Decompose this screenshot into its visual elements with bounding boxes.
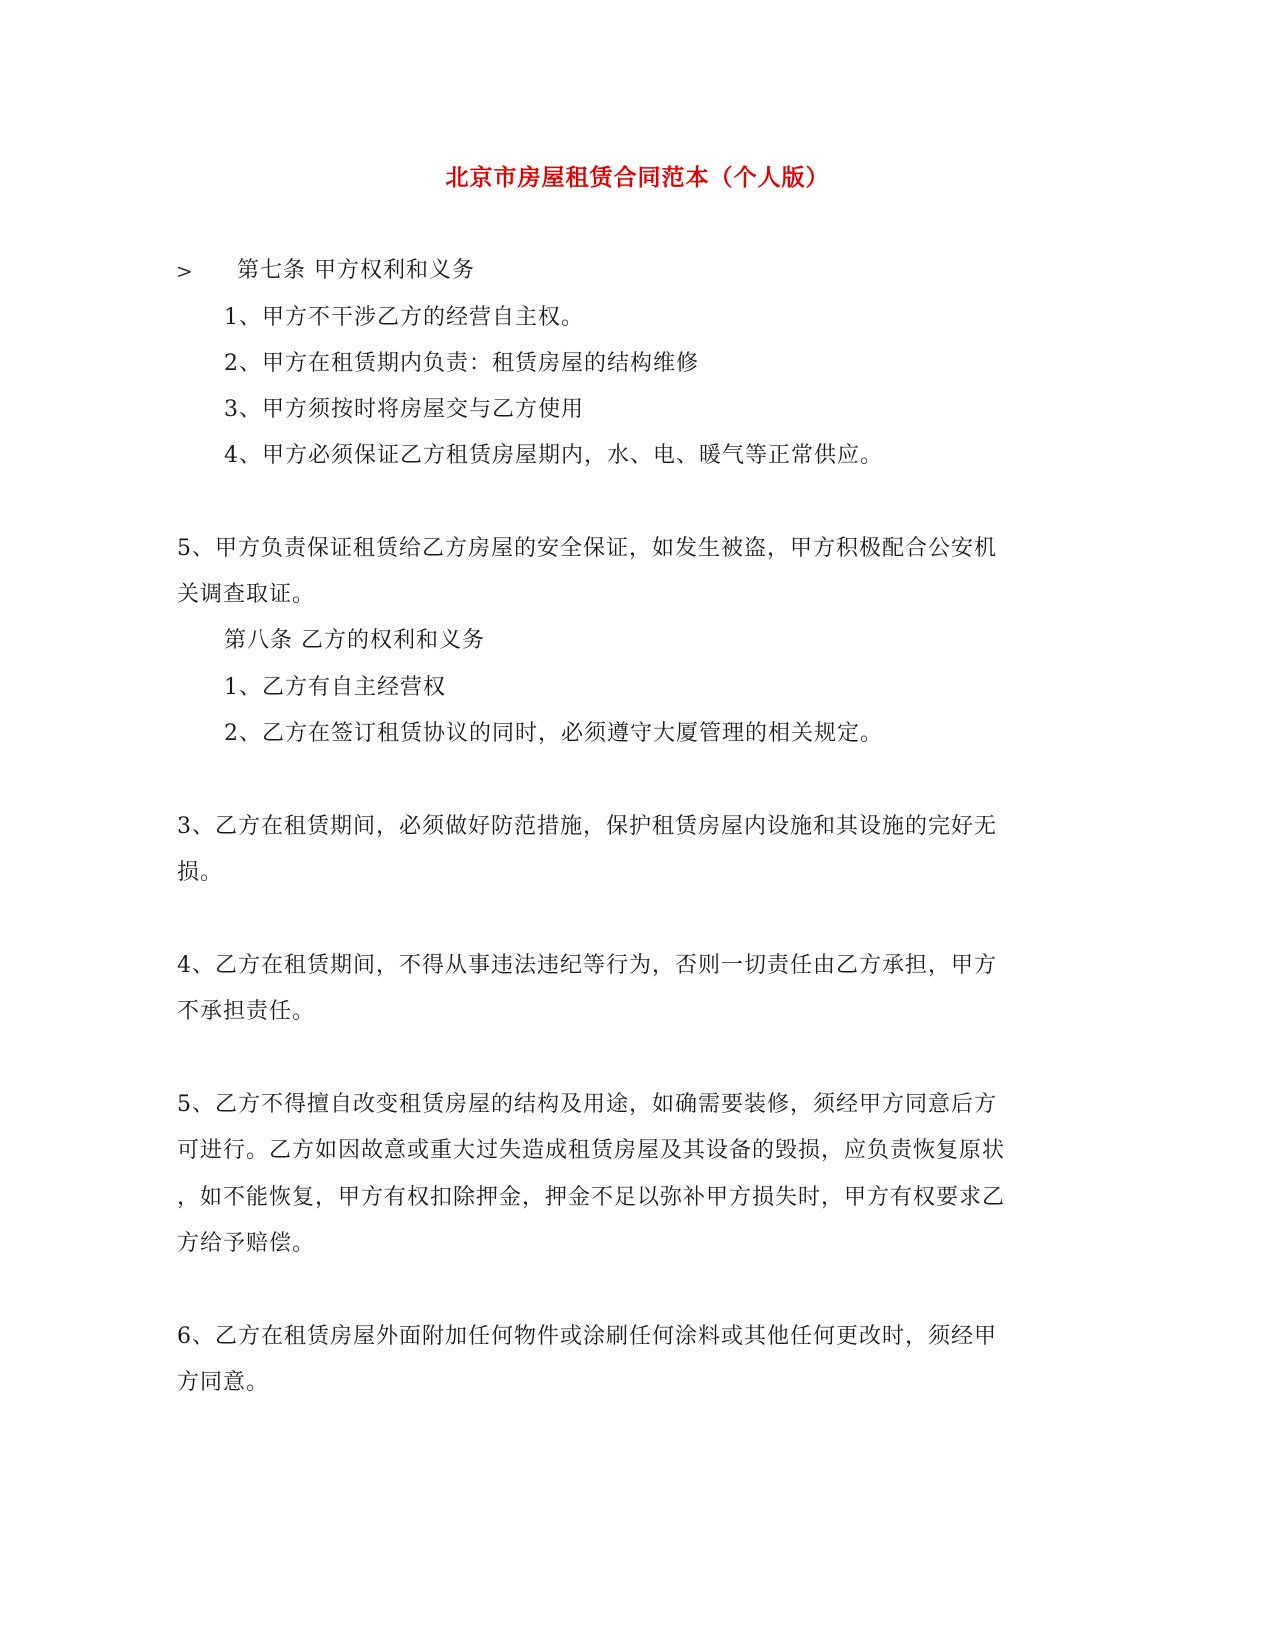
- article-8-item-5-line-2: 可进行。乙方如因故意或重大过失造成租赁房屋及其设备的毁损，应负责恢复原状: [177, 1138, 1006, 1163]
- article-8-item-5-line-3: ，如不能恢复，甲方有权扣除押金，押金不足以弥补甲方损失时，甲方有权要求乙: [177, 1185, 1006, 1210]
- article-8-item-6-line-1: 6、乙方在租赁房屋外面附加任何物件或涂刷任何涂料或其他任何更改时，须经甲: [177, 1324, 997, 1349]
- article-7-item-5-line-2: 关调查取证。: [177, 582, 316, 607]
- article-7-item-3: 3、甲方须按时将房屋交与乙方使用: [224, 397, 584, 422]
- article-8-item-6-line-2: 方同意。: [177, 1370, 270, 1395]
- article-8-item-2: 2、乙方在签订租赁协议的同时，必须遵守大厦管理的相关规定。: [224, 721, 883, 746]
- article-7-item-1: 1、甲方不干涉乙方的经营自主权。: [224, 305, 584, 330]
- article-8-item-3-line-1: 3、乙方在租赁期间，必须做好防范措施，保护租赁房屋内设施和其设施的完好无: [177, 814, 997, 839]
- article-8-item-4-line-1: 4、乙方在租赁期间，不得从事违法违纪等行为，否则一切责任由乙方承担，甲方: [177, 953, 997, 978]
- article-8-item-1: 1、乙方有自主经营权: [224, 675, 446, 700]
- article-7-item-5-line-1: 5、甲方负责保证租赁给乙方房屋的安全保证，如发生被盗，甲方积极配合公安机: [177, 536, 997, 561]
- article-8-item-4-line-2: 不承担责任。: [177, 999, 316, 1024]
- document-title: 北京市房屋租赁合同范本（个人版）: [445, 164, 830, 191]
- bullet-marker: >: [176, 259, 193, 283]
- article-8-item-5-line-1: 5、乙方不得擅自改变租赁房屋的结构及用途，如确需要装修，须经甲方同意后方: [177, 1092, 997, 1117]
- article-8-heading: 第八条 乙方的权利和义务: [224, 628, 485, 653]
- article-7-heading: 第七条 甲方权利和义务: [237, 258, 475, 283]
- article-7-item-4: 4、甲方必须保证乙方租赁房屋期内，水、电、暖气等正常供应。: [224, 443, 883, 468]
- article-8-item-5-line-4: 方给予赔偿。: [177, 1231, 316, 1256]
- article-8-item-3-line-2: 损。: [177, 860, 224, 885]
- article-7-item-2: 2、甲方在租赁期内负责：租赁房屋的结构维修: [224, 351, 699, 376]
